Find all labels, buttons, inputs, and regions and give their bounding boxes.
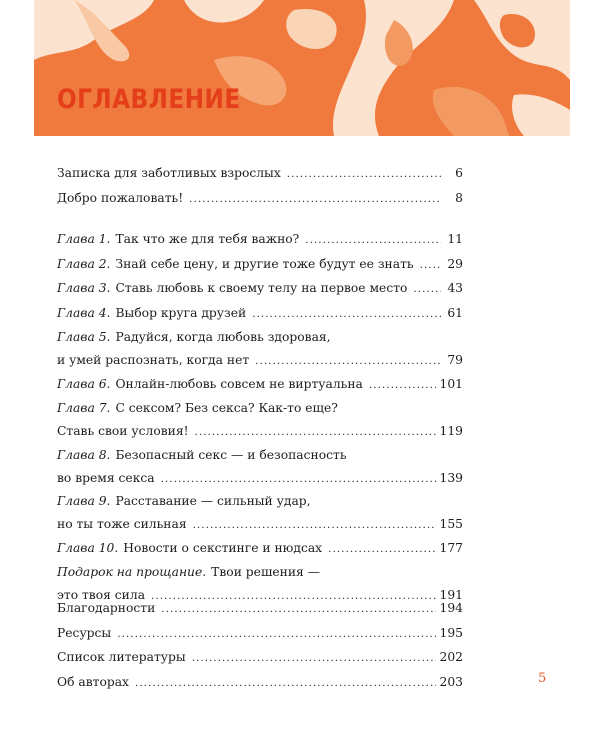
entry-title: Список литературы — [57, 650, 186, 664]
header-banner — [34, 0, 570, 136]
entry-page: 195 — [439, 625, 463, 640]
toc-entry-line — [57, 467, 463, 491]
chapter-label: Глава 10. — [57, 540, 119, 555]
entry-title: Твои решения — — [211, 565, 321, 579]
dot-leader — [161, 597, 435, 621]
toc-entry[interactable] — [57, 444, 463, 491]
toc-entry[interactable] — [57, 490, 463, 537]
toc-entry-line — [57, 513, 463, 537]
toc-entry-line — [57, 302, 463, 326]
entry-page: 29 — [447, 256, 463, 271]
toc-entry[interactable] — [57, 187, 463, 211]
abstract-paint-illustration — [34, 0, 570, 136]
entry-page: 191 — [439, 588, 463, 602]
dot-leader — [189, 187, 441, 211]
dot-leader — [413, 277, 441, 301]
entry-page: 155 — [439, 517, 463, 531]
dot-leader — [420, 253, 441, 277]
toc-entry[interactable] — [57, 397, 463, 444]
entry-title: Знай себе цену, и другие тоже будут ее знать — [115, 256, 414, 271]
dot-leader — [192, 646, 436, 670]
toc-entry[interactable] — [57, 671, 463, 695]
entry-page: 139 — [439, 470, 463, 485]
dot-leader — [255, 349, 441, 373]
toc-entry[interactable] — [57, 302, 463, 326]
entry-page: 101 — [439, 376, 463, 391]
entry-page: 119 — [439, 424, 463, 438]
entry-title: Новости о секстинге и нюдсах — [123, 540, 323, 555]
entry-page: 11 — [447, 232, 463, 246]
entry-title: и умей распознать, когда нет — [57, 353, 250, 367]
entry-title: Онлайн-любовь совсем не виртуальна — [115, 376, 363, 391]
toc-entry-line — [57, 646, 463, 670]
dot-leader — [135, 671, 436, 695]
chapter-label: Глава 8. — [57, 447, 111, 462]
dot-leader — [369, 373, 436, 397]
entry-title: это твоя сила — [57, 588, 146, 602]
toc-entry-line — [57, 420, 463, 444]
entry-title: во время секса — [57, 470, 155, 485]
toc-entry-line — [57, 277, 463, 301]
dot-leader — [252, 302, 441, 326]
toc-entry[interactable] — [57, 622, 463, 646]
chapter-label: Подарок на прощание. — [57, 565, 207, 579]
toc-entry[interactable] — [57, 646, 463, 670]
entry-title: Записка для заботливых взрослых — [57, 166, 281, 180]
dot-leader — [161, 467, 436, 491]
entry-page: 43 — [447, 281, 463, 295]
entry-title: Об авторах — [57, 674, 129, 689]
entry-page: 61 — [447, 305, 463, 320]
entry-page: 194 — [439, 601, 463, 615]
entry-page: 202 — [439, 650, 463, 664]
page-title: ОГЛАВЛЕНИЕ — [57, 84, 241, 115]
toc-entry[interactable] — [57, 253, 463, 277]
page-number: 5 — [538, 671, 547, 686]
toc-entry-line — [57, 622, 463, 646]
toc-entry[interactable] — [57, 597, 463, 621]
toc-entry-line — [57, 597, 463, 621]
toc-entry[interactable] — [57, 373, 463, 397]
entry-title: Ресурсы — [57, 625, 112, 640]
entry-page: 203 — [439, 674, 463, 689]
chapter-label: Глава 3. — [57, 281, 111, 295]
entry-title: Радуйся, когда любовь здоровая, — [115, 330, 331, 344]
entry-title: Ставь любовь к своему телу на первое место — [115, 281, 408, 295]
toc-entry-line — [57, 490, 463, 513]
entry-page: 79 — [447, 353, 463, 367]
dot-leader — [193, 513, 436, 537]
toc-entry-line — [57, 253, 463, 277]
dot-leader — [117, 622, 435, 646]
entry-title: Благодарности — [57, 601, 156, 615]
toc-entry[interactable] — [57, 537, 463, 561]
chapter-label: Глава 4. — [57, 305, 111, 320]
entry-title: но ты тоже сильная — [57, 517, 187, 531]
entry-title: С сексом? Без секса? Как-то еще? — [115, 401, 338, 415]
toc-entry-line — [57, 228, 463, 252]
toc-entry-line — [57, 537, 463, 561]
chapter-label: Глава 6. — [57, 376, 111, 391]
toc-entry[interactable] — [57, 228, 463, 252]
dot-leader — [305, 228, 441, 252]
entry-title: Так что же для тебя важно? — [115, 232, 300, 246]
chapter-label: Глава 5. — [57, 330, 111, 344]
toc-entry[interactable] — [57, 277, 463, 301]
toc-entry[interactable] — [57, 162, 463, 186]
chapter-label: Глава 2. — [57, 256, 111, 271]
entry-page: 6 — [455, 166, 463, 180]
toc-entry-line — [57, 561, 463, 584]
entry-title: Расставание — сильный удар, — [115, 494, 311, 508]
toc-entry-line — [57, 397, 463, 420]
dot-leader — [195, 420, 436, 444]
entry-title: Ставь свои условия! — [57, 424, 189, 438]
chapter-label: Глава 1. — [57, 232, 111, 246]
toc-entry-line — [57, 373, 463, 397]
entry-page: 177 — [439, 540, 463, 555]
entry-title: Безопасный секс — и безопасность — [115, 447, 347, 462]
toc-entry-line — [57, 671, 463, 695]
toc-entry-line — [57, 326, 463, 349]
entry-title: Выбор круга друзей — [115, 305, 247, 320]
entry-page: 8 — [455, 191, 463, 205]
toc-entry-line — [57, 162, 463, 186]
toc-entry-line — [57, 349, 463, 373]
toc-entry-line — [57, 187, 463, 211]
entry-title: Добро пожаловать! — [57, 191, 184, 205]
dot-leader — [287, 162, 441, 186]
dot-leader — [328, 537, 435, 561]
chapter-label: Глава 7. — [57, 401, 111, 415]
toc-entry[interactable] — [57, 326, 463, 373]
toc-entry-line — [57, 444, 463, 467]
chapter-label: Глава 9. — [57, 494, 111, 508]
